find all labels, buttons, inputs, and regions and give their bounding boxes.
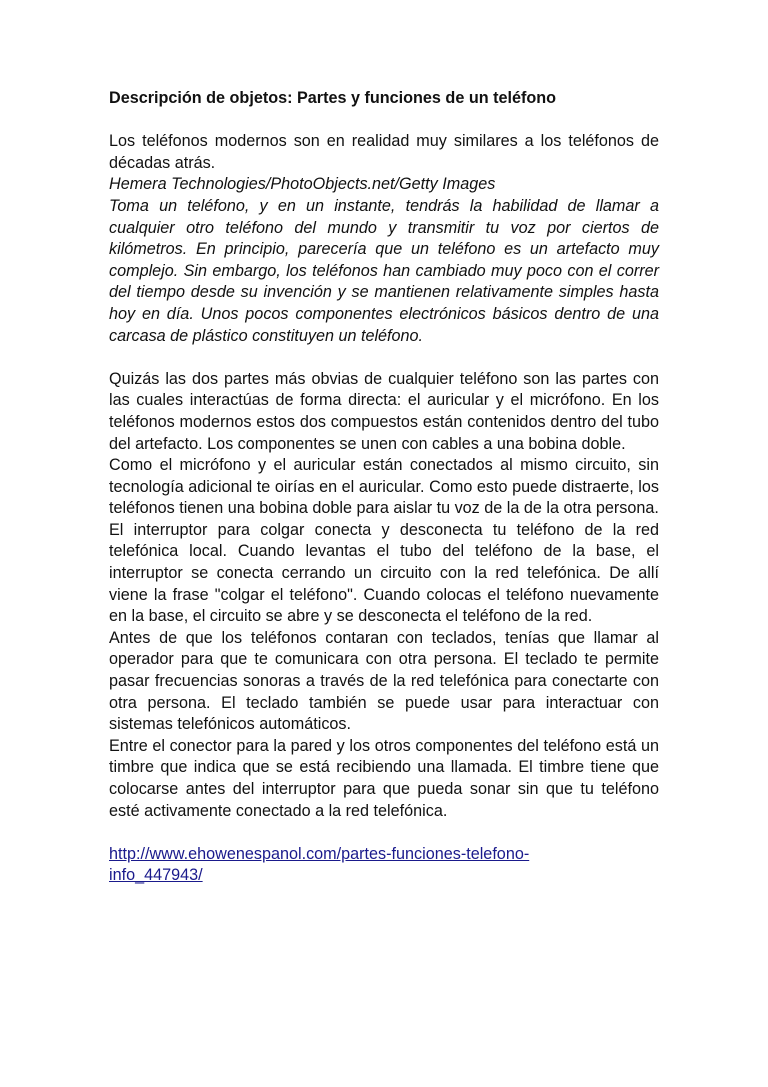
source-link-line-2[interactable]: info_447943/ xyxy=(109,866,203,885)
source-link-line-1[interactable]: http://www.ehowenespanol.com/partes-funciones-telefono- xyxy=(109,844,530,863)
body-paragraph-keypad: Antes de que los teléfonos contaran con teclados, tenías que llamar al operador para que te comunicara con otra persona. El teclado te permite pasar frecuencias sonoras a través de la red telefónica para conectarte con otra persona. El teclado también se puede usar para interactuar con sistemas telefónicos automáticos. xyxy=(109,628,659,734)
paragraph-spacer xyxy=(109,822,659,844)
body-paragraph-parts: Quizás las dos partes más obvias de cualquier teléfono son las partes con las cuales interactúas de forma directa: el auricular y el micrófono. En los teléfonos modernos estos dos compuestos están contenidos dentro del tubo del artefacto. Los componentes se unen con cables a una bobina doble. xyxy=(109,369,659,453)
image-credit: Hemera Technologies/PhotoObjects.net/Getty Images xyxy=(109,175,496,194)
source-link[interactable] xyxy=(109,844,659,887)
body-paragraph-hook-switch: El interruptor para colgar conecta y desconecta tu teléfono de la red telefónica local. Cuando levantas el tubo del teléfono de la base, el interruptor se conecta cerrando un circuito con la red telefónica. De allí viene la frase "colgar el teléfono". Cuando colocas el teléfono nuevamente en la base, el circuito se abre y se desconecta el teléfono de la red. xyxy=(109,520,659,626)
document-title: Descripción de objetos: Partes y funciones de un teléfono xyxy=(109,89,557,107)
lead-paragraph: Toma un teléfono, y en un instante, tendrás la habilidad de llamar a cualquier otro teléfono del mundo y transmitir tu voz por ciertos de kilómetros. En principio, parecería que un teléfono es un artefacto muy complejo. Sin embargo, los teléfonos han cambiado muy poco con el correr del tiempo desde su invención y se mantienen relativamente simples hasta hoy en día. Unos pocos componentes electrónicos básicos dentro de una carcasa de plástico constituyen un teléfono. xyxy=(109,196,659,345)
paragraph-spacer xyxy=(109,347,659,369)
body-paragraph-ringer: Entre el conector para la pared y los otros componentes del teléfono está un timbre que indica que se está recibiendo una llamada. El timbre tiene que colocarse antes del interruptor para que pueda sonar sin que tu teléfono esté activamente conectado a la red telefónica. xyxy=(109,736,659,820)
document-page xyxy=(109,88,659,887)
intro-paragraph: Los teléfonos modernos son en realidad muy similares a los teléfonos de décadas atrás. xyxy=(109,132,659,172)
body-paragraph-double-coil: Como el micrófono y el auricular están conectados al mismo circuito, sin tecnología adicional te oirías en el auricular. Como esto puede distraerte, los teléfonos tienen una bobina doble para aislar tu voz de la de la otra persona. xyxy=(109,456,659,518)
